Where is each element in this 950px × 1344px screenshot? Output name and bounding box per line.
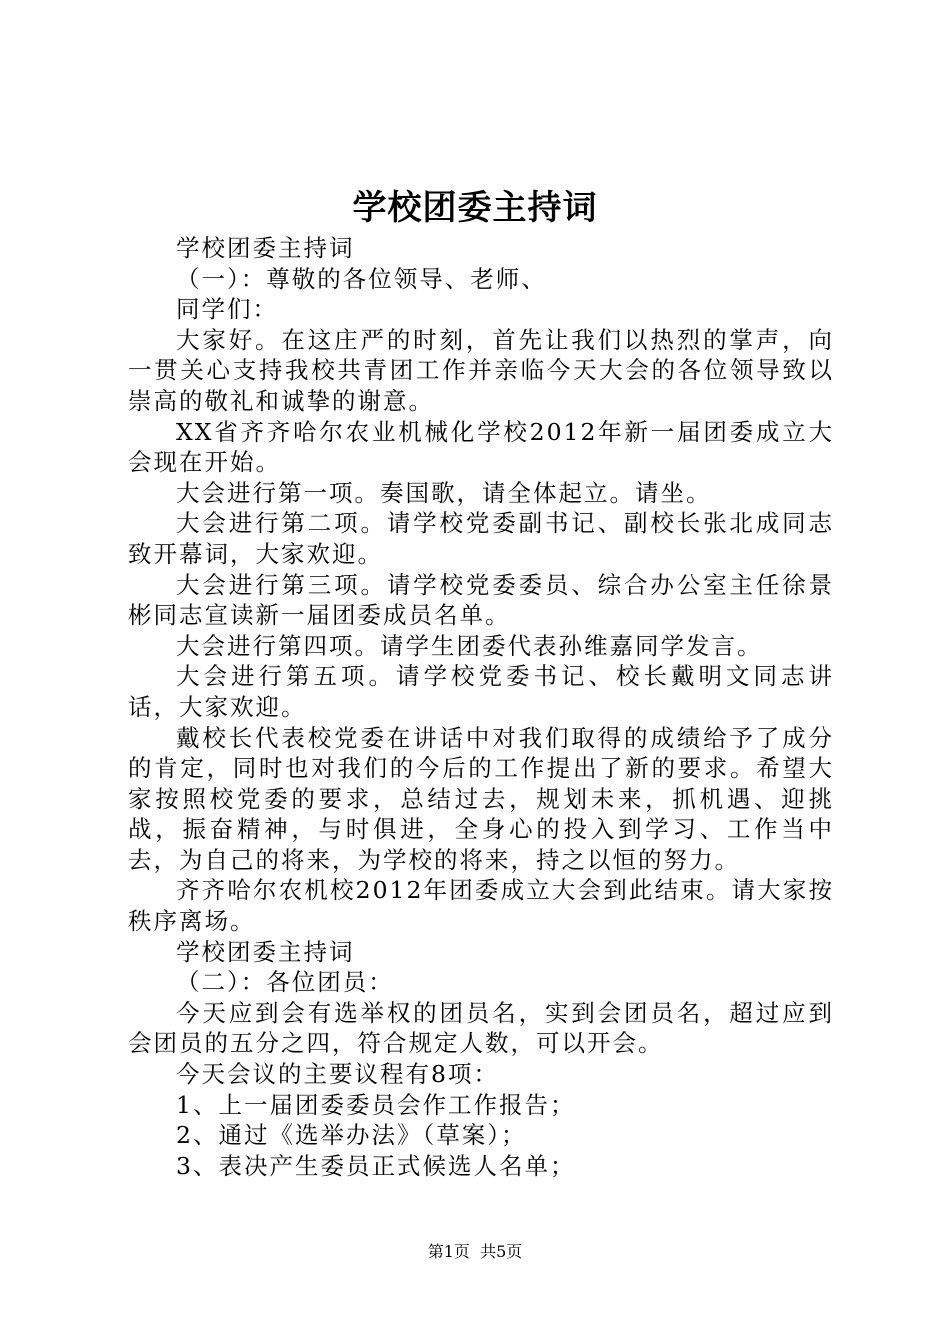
- paragraph: 大会进行第五项。请学校党委书记、校长戴明文同志讲话，大家欢迎。: [128, 662, 834, 721]
- paragraph: 今天应到会有选举权的团员名，实到会团员名，超过应到会团员的五分之四，符合规定人数，可以开会。: [128, 998, 834, 1058]
- paragraph: 大会进行第一项。奏国歌，请全体起立。请坐。: [176, 478, 712, 507]
- document-body: [128, 233, 834, 1181]
- paragraph: 今天会议的主要议程有8项：: [176, 1060, 499, 1089]
- paragraph: 学校团委主持词: [176, 937, 355, 966]
- paragraph: 同学们：: [176, 295, 278, 324]
- document-title: 学校团委主持词: [352, 188, 598, 228]
- paragraph: 3、表决产生委员正式候选人名单；: [176, 1151, 576, 1180]
- paragraph: （一）：尊敬的各位领导、老师、: [176, 264, 547, 293]
- paragraph: 学校团委主持词: [176, 234, 355, 262]
- page-footer: [0, 1240, 950, 1264]
- paragraph: 齐齐哈尔农机校2012年团委成立大会到此结束。请大家按秩序离场。: [128, 876, 834, 936]
- paragraph: 2、通过《选举办法》（草案）；: [176, 1121, 527, 1150]
- paragraph: 大会进行第三项。请学校党委委员、综合办公室主任徐景彬同志宣读新一届团委成员名单。: [128, 570, 834, 630]
- paragraph: （二）：各位团员：: [176, 968, 394, 997]
- paragraph: 1、上一届团委委员会作工作报告；: [176, 1090, 576, 1119]
- paragraph: 大家好。在这庄严的时刻，首先让我们以热烈的掌声，向一贯关心支持我校共青团工作并亲临今天大会的各位领导致以崇高的敬礼和诚挚的谢意。: [128, 325, 834, 415]
- paragraph: XX省齐齐哈尔农业机械化学校2012年新一届团委成立大会现在开始。: [128, 417, 834, 477]
- page-number-label: 第1页 共5页: [427, 1242, 523, 1261]
- paragraph: 戴校长代表校党委在讲话中对我们取得的成绩给予了成分的肯定，同时也对我们的今后的工作提出了新的要求。希望大家按照校党委的要求，总结过去，规划未来，抓机遇、迎挑战，振奋精神，与时俱进，全身心的投入到学习、工作当中去，为自己的将来，为学校的将来，持之以恒的努力。: [128, 723, 834, 874]
- paragraph: 大会进行第二项。请学校党委副书记、副校长张北成同志致开幕词，大家欢迎。: [128, 509, 834, 568]
- paragraph: 大会进行第四项。请学生团委代表孙维嘉同学发言。: [176, 631, 763, 660]
